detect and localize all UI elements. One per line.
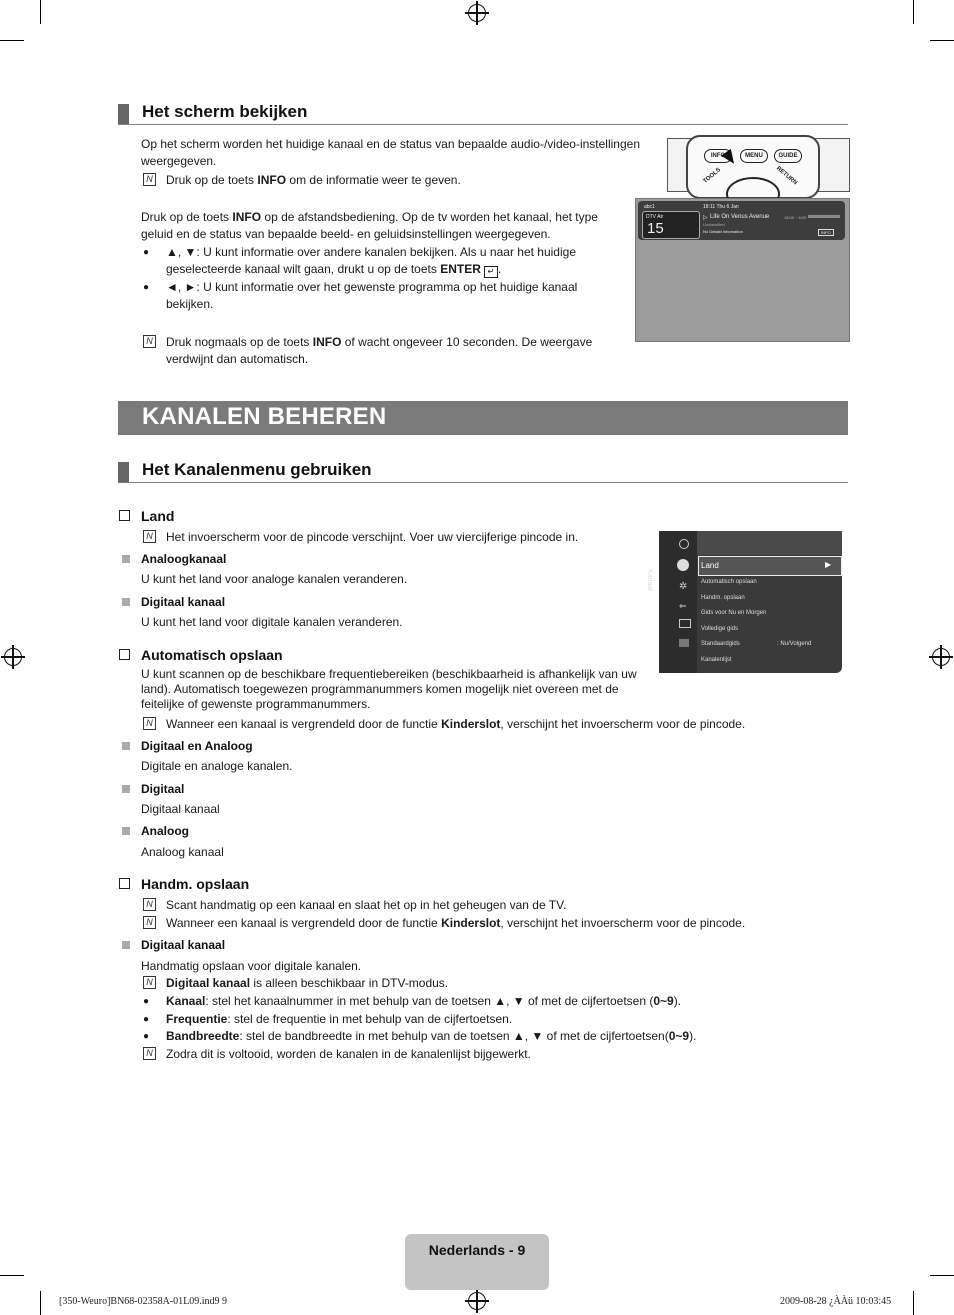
channel-box xyxy=(642,211,700,239)
registration-mark-icon xyxy=(468,4,486,22)
crop-mark xyxy=(913,1291,914,1315)
note-text xyxy=(166,716,816,733)
input-icon: ⇐ xyxy=(679,601,687,611)
crop-mark xyxy=(40,0,41,24)
menu-item: Kanalenlijst xyxy=(701,657,732,663)
chapter-title: KANALEN BEHEREN xyxy=(142,403,387,430)
remote-return-button: RETURN xyxy=(774,165,799,187)
text-bold: INFO xyxy=(257,173,287,187)
text-bold: Bandbreedte xyxy=(166,1029,240,1043)
note-text: Het invoerscherm voor de pincode verschijnt. Voer uw viercijferige pincode in. xyxy=(166,530,579,544)
text-span: . xyxy=(497,262,502,276)
bullet-text xyxy=(166,244,606,278)
osd-datetime: 18:11 Thu 6 Jan xyxy=(703,204,739,210)
note-text xyxy=(166,172,646,189)
note-text: Scant handmatig op een kanaal en slaat het op in het geheugen van de TV. xyxy=(166,898,567,912)
note-text xyxy=(166,915,816,932)
time-range: 18:00 ~ 6:00 xyxy=(784,215,807,220)
square-bullet-icon xyxy=(122,555,130,563)
square-bullet-icon xyxy=(122,827,130,835)
note-icon: N xyxy=(143,717,156,730)
menu-item: Gids voor Nu en Morgen xyxy=(701,610,767,616)
square-bullet-icon xyxy=(122,742,130,750)
bullet-icon: ● xyxy=(143,996,150,1007)
heading-bar xyxy=(118,462,129,482)
menu-item-land: Land xyxy=(701,561,719,570)
info-paragraph xyxy=(141,209,621,243)
bullet-icon: ● xyxy=(143,247,150,258)
progress-bar xyxy=(808,215,840,218)
text-span: : stel de frequentie in met behulp van de cijfertoetsen. xyxy=(227,1012,513,1026)
text-span: , verschijnt het invoerscherm voor de pincode. xyxy=(500,916,746,930)
checkbox-icon xyxy=(119,878,130,889)
programme-title: Life On Venus Avenue xyxy=(710,214,770,220)
bullet-text xyxy=(166,1028,816,1045)
text-bold: 0~9 xyxy=(653,994,674,1008)
registration-mark-icon xyxy=(468,1292,486,1310)
text-bold: Kinderslot xyxy=(441,916,501,930)
channel-menu-illustration xyxy=(646,531,842,673)
subsection-title: Handm. opslaan xyxy=(141,876,250,892)
registration-mark-icon xyxy=(932,648,950,666)
note-icon: N xyxy=(143,530,156,543)
text-span: om de informatie weer te geven. xyxy=(286,173,461,187)
bullet-icon: ● xyxy=(143,282,150,293)
text-bold: INFO xyxy=(232,210,262,224)
checkbox-icon xyxy=(119,510,130,521)
info-badge: INFO xyxy=(818,229,834,236)
menu-header xyxy=(697,531,842,555)
menu-item: Standaardgids xyxy=(701,641,740,647)
bullet-text: ◄, ►: U kunt informatie over het gewenste programma op het huidige kanaal bekijken. xyxy=(166,280,578,311)
chapter-banner xyxy=(118,401,848,435)
item-title: Digitaal en Analoog xyxy=(141,739,253,753)
note-icon: N xyxy=(143,916,156,929)
note-icon: N xyxy=(143,335,156,348)
picture-icon xyxy=(679,539,689,549)
item-title: Digitaal xyxy=(141,782,185,796)
item-text: Digitale en analoge kanalen. xyxy=(141,759,293,773)
menu-item: Handm. opslaan xyxy=(701,595,745,601)
status-text: Unclassified xyxy=(703,222,725,227)
text-bold: INFO xyxy=(312,335,342,349)
support-icon xyxy=(679,639,689,647)
text-span: Wanneer een kanaal is vergrendeld door de functie xyxy=(166,916,442,930)
item-text: Digitaal kanaal xyxy=(141,802,220,816)
remote-control-illustration xyxy=(667,138,850,192)
text-span: : stel het kanaalnummer in met behulp van de toetsen ▲, ▼ of met de cijfertoetsen ( xyxy=(205,994,654,1008)
menu-sidebar xyxy=(659,531,697,673)
bullet-icon: ● xyxy=(143,1031,150,1042)
application-icon xyxy=(679,619,691,628)
note-icon: N xyxy=(143,1047,156,1060)
heading-text: Het Kanalenmenu gebruiken xyxy=(142,460,372,479)
note-icon: N xyxy=(143,898,156,911)
crop-mark xyxy=(40,1291,41,1315)
heading-text: Het scherm bekijken xyxy=(142,102,308,121)
intro-paragraph: Op het scherm worden het huidige kanaal en de status van bepaalde audio-/video-instellingen weergegeven. xyxy=(141,137,640,168)
text-bold: Digitaal kanaal xyxy=(166,976,251,990)
bullet-text xyxy=(166,993,816,1010)
text-bold: Frequentie xyxy=(166,1012,228,1026)
menu-item: Volledige gids xyxy=(701,626,739,632)
text-span: ▲, ▼: U kunt informatie over andere kanalen bekijken. Als u naar het huidige geselecteerde kanaal wilt gaan, drukt u op de toets xyxy=(166,245,576,276)
registration-mark-icon xyxy=(4,648,22,666)
channel-name: abc1 xyxy=(644,204,655,210)
item-text: U kunt het land voor digitale kanalen veranderen. xyxy=(141,615,403,629)
text-span: Druk op de toets xyxy=(166,173,258,187)
source-label: DTV Air xyxy=(646,214,664,220)
note-icon: N xyxy=(143,173,156,186)
item-title: Analoogkanaal xyxy=(141,552,227,566)
remote-info-button: INFO xyxy=(704,149,732,163)
text-bold: 0~9 xyxy=(668,1029,690,1043)
bullet-text xyxy=(166,1011,816,1028)
square-bullet-icon xyxy=(122,598,130,606)
remote-tools-button: TOOLS xyxy=(702,167,723,185)
channel-icon xyxy=(677,559,689,571)
item-text: Analoog kanaal xyxy=(141,845,224,859)
checkbox-icon xyxy=(119,649,130,660)
play-icon: ▷ xyxy=(703,215,708,221)
text-span: op de afstandsbediening. Op de tv worden het kanaal, het type geluid en de status van bepaalde beeld- en geluidsinstellingen weergegeven. xyxy=(141,210,598,241)
section-heading xyxy=(118,460,848,483)
print-slug-left: [350-Weuro]BN68-02358A-01L09.ind9 9 xyxy=(59,1296,228,1307)
print-slug-right: 2009-08-28 ¿ÀÀü 10:03:45 xyxy=(780,1296,892,1307)
square-bullet-icon xyxy=(122,785,130,793)
text-span: Druk op de toets xyxy=(141,210,233,224)
bullet-icon: ● xyxy=(143,1014,150,1025)
remote-guide-button: GUIDE xyxy=(774,149,802,163)
crop-mark xyxy=(930,40,954,41)
tv-screen-illustration xyxy=(635,198,850,342)
text-bold: Kanaal xyxy=(166,994,206,1008)
crop-mark xyxy=(913,0,914,24)
text-span: of wacht ongeveer 10 seconden. De weergave verdwijnt dan automatisch. xyxy=(166,335,593,366)
text-bold: Kinderslot xyxy=(441,717,501,731)
section-heading xyxy=(118,102,848,125)
note-icon: N xyxy=(143,976,156,989)
arrow-right-icon: ▶ xyxy=(825,560,832,569)
channel-number: 15 xyxy=(647,220,664,237)
subsection-title: Automatisch opslaan xyxy=(141,647,283,663)
status-text: No Detaild Information xyxy=(703,229,743,234)
item-title: Digitaal kanaal xyxy=(141,938,226,952)
item-title: Digitaal kanaal xyxy=(141,595,226,609)
info-osd xyxy=(638,201,845,240)
text-span: ). xyxy=(689,1029,697,1043)
remote-menu-button: MENU xyxy=(740,149,768,163)
text-bold: ENTER xyxy=(440,262,481,276)
item-text: U kunt scannen op de beschikbare frequentiebereiken (beschikbaarheid is afhankelijk van uw land). Automatisch toegewezen programmanummers komen mogelijk niet overeen met de feitelijke of gewenste programmanummers. xyxy=(141,667,637,711)
enter-icon: ↵ xyxy=(484,266,498,278)
gear-icon: ✲ xyxy=(679,581,688,592)
crop-mark xyxy=(930,1275,954,1276)
heading-bar xyxy=(118,104,129,124)
square-bullet-icon xyxy=(122,941,130,949)
menu-item-selected xyxy=(698,556,842,576)
subsection-title: Land xyxy=(141,508,175,524)
menu-side-label: Kanaal xyxy=(646,569,653,591)
note-text xyxy=(166,334,616,368)
menu-item: Automatisch opslaan xyxy=(701,579,757,585)
note-text xyxy=(166,975,766,992)
text-span: is alleen beschikbaar in DTV-modus. xyxy=(250,976,449,990)
crop-mark xyxy=(0,40,24,41)
text-span: Wanneer een kanaal is vergrendeld door de functie xyxy=(166,717,442,731)
page-footer-tab xyxy=(405,1234,549,1290)
note-text: Zodra dit is voltooid, worden de kanalen in de kanalenlijst bijgewerkt. xyxy=(166,1047,531,1061)
text-span: : stel de bandbreedte in met behulp van de toetsen ▲, ▼ of met de cijfertoetsen( xyxy=(239,1029,669,1043)
menu-item-value: : Nu/Volgend xyxy=(777,641,812,647)
page-number: Nederlands - 9 xyxy=(428,1242,526,1258)
item-text: U kunt het land voor analoge kanalen veranderen. xyxy=(141,572,408,586)
text-span: Druk nogmaals op de toets xyxy=(166,335,313,349)
item-text: Handmatig opslaan voor digitale kanalen. xyxy=(141,959,362,973)
item-title: Analoog xyxy=(141,824,189,838)
text-span: , verschijnt het invoerscherm voor de pincode. xyxy=(500,717,746,731)
text-span: ). xyxy=(673,994,682,1008)
crop-mark xyxy=(0,1275,24,1276)
